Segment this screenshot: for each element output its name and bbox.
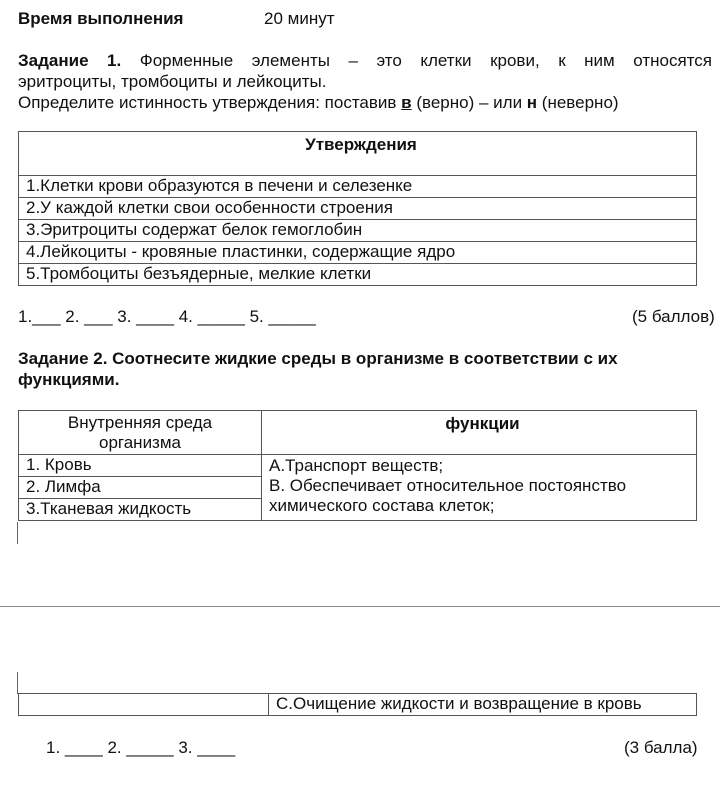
task1-points: (5 баллов)	[632, 307, 715, 326]
functions-cell	[262, 455, 697, 521]
statement-row: 4.Лейкоциты - кровяные пластинки, содержащие ядро	[19, 242, 697, 264]
statement-row: 1.Клетки крови образуются в печени и селезенке	[19, 176, 697, 198]
page-separator	[0, 606, 720, 607]
instr-letter-v: в	[401, 93, 412, 112]
task1-answers: 1.___ 2. ___ 3. ____ 4. _____ 5. _____	[18, 307, 316, 326]
time-label: Время выполнения	[18, 9, 184, 28]
instr-text-a: Определите истинность утверждения: поставив	[18, 93, 402, 112]
col-func-header: функции	[262, 411, 697, 455]
task2-title-line1: Задание 2. Соотнесите жидкие среды в организме в соответствии с их	[18, 349, 618, 368]
time-value: 20 минут	[264, 9, 335, 28]
col-env-header-line2: организма	[98, 433, 181, 452]
task1-intro-line2: эритроциты, тромбоциты и лейкоциты.	[18, 72, 327, 91]
table-continuation-mark	[17, 672, 18, 694]
function-c: С.Очищение жидкости и возвращение в кровь	[269, 694, 697, 716]
task2-answers: 1. ____ 2. _____ 3. ____	[46, 738, 236, 757]
table-continuation-mark	[17, 522, 18, 544]
task1-intro-line1	[18, 50, 712, 71]
function-b-cont: химического состава клеток;	[269, 496, 495, 515]
task1-instruction	[18, 92, 712, 113]
task2-title-line2: функциями.	[18, 370, 120, 389]
col-env-header	[19, 411, 262, 455]
media-table-continued	[18, 693, 697, 716]
function-b: В. Обеспечивает относительное постоянство	[269, 476, 627, 495]
env-row: 1. Кровь	[19, 455, 262, 477]
col-env-header-line1: Внутренняя среда	[67, 413, 213, 432]
statement-row: 2.У каждой клетки свои особенности строения	[19, 198, 697, 220]
statements-table	[18, 131, 697, 286]
task2-points: (3 балла)	[624, 738, 698, 757]
statement-row: 3.Эритроциты содержат белок гемоглобин	[19, 220, 697, 242]
instr-letter-n: н	[526, 93, 538, 112]
env-row: 3.Тканевая жидкость	[19, 499, 262, 521]
media-table	[18, 410, 697, 521]
env-row: 2. Лимфа	[19, 477, 262, 499]
empty-cell	[19, 694, 269, 716]
task1-title: Задание 1.	[18, 51, 122, 70]
task1-intro-text: Форменные элементы – это клетки крови, к ним относятся	[139, 51, 712, 70]
instr-text-b: (верно) – или	[411, 93, 527, 112]
function-a: А.Транспорт веществ;	[269, 456, 444, 475]
statement-row: 5.Тромбоциты безъядерные, мелкие клетки	[19, 264, 697, 286]
statements-header: Утверждения	[19, 132, 697, 176]
instr-text-c: (неверно)	[537, 93, 619, 112]
